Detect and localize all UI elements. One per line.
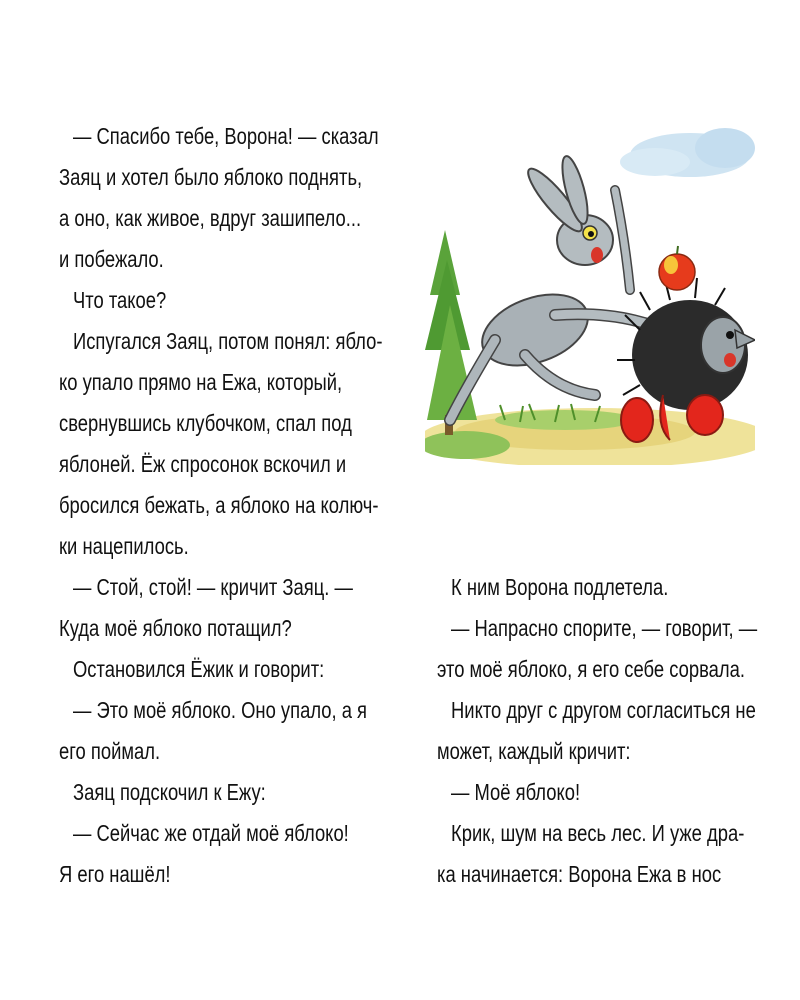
text-line: а оно, как живое, вдруг зашипело...: [59, 205, 362, 231]
text-line: — Моё яблоко!: [451, 779, 581, 805]
text-line: Заяц подскочил к Ежу:: [73, 779, 266, 805]
text-line: Я его нашёл!: [59, 861, 171, 887]
text-line: К ним Ворона подлетела.: [451, 574, 669, 600]
text-line: свернувшись клубочком, спал под: [59, 410, 352, 436]
text-line: ки нацепилось.: [59, 533, 189, 559]
text-line: — Сейчас же отдай моё яблоко!: [73, 820, 349, 846]
cloud-icon: [620, 128, 755, 177]
text-line: бросился бежать, а яблоко на колюч-: [59, 492, 379, 518]
text-line: ко упало прямо на Ежа, который,: [59, 369, 343, 395]
text-line: Остановился Ёжик и говорит:: [73, 656, 325, 682]
text-line: ка начинается: Ворона Ежа в нос: [437, 861, 722, 887]
text-line: Куда моё яблоко потащил?: [59, 615, 292, 641]
fir-tree-icon: [425, 230, 477, 435]
text-line: Крик, шум на весь лес. И уже дра-: [451, 820, 745, 846]
text-line: — Спасибо тебе, Ворона! — сказал: [73, 123, 379, 149]
hare-hedgehog-illustration: [425, 120, 755, 465]
text-line: Испугался Заяц, потом понял: ябло-: [73, 328, 383, 354]
text-line: — Напрасно спорите, — говорит, —: [451, 615, 758, 641]
text-line: — Это моё яблоко. Оно упало, а я: [73, 697, 368, 723]
text-line: Никто друг с другом согласиться не: [451, 697, 756, 723]
text-line: Что такое?: [73, 287, 167, 313]
text-line: Заяц и хотел было яблоко поднять,: [59, 164, 363, 190]
text-line: его поймал.: [59, 738, 161, 764]
text-line: и побежало.: [59, 246, 164, 272]
text-line: это моё яблоко, я его себе сорвала.: [437, 656, 745, 682]
text-line: яблоней. Ёж спросонок вскочил и: [59, 451, 347, 477]
apple-icon: [659, 246, 695, 290]
text-line: может, каждый кричит:: [437, 738, 631, 764]
text-line: — Стой, стой! — кричит Заяц. —: [73, 574, 353, 600]
